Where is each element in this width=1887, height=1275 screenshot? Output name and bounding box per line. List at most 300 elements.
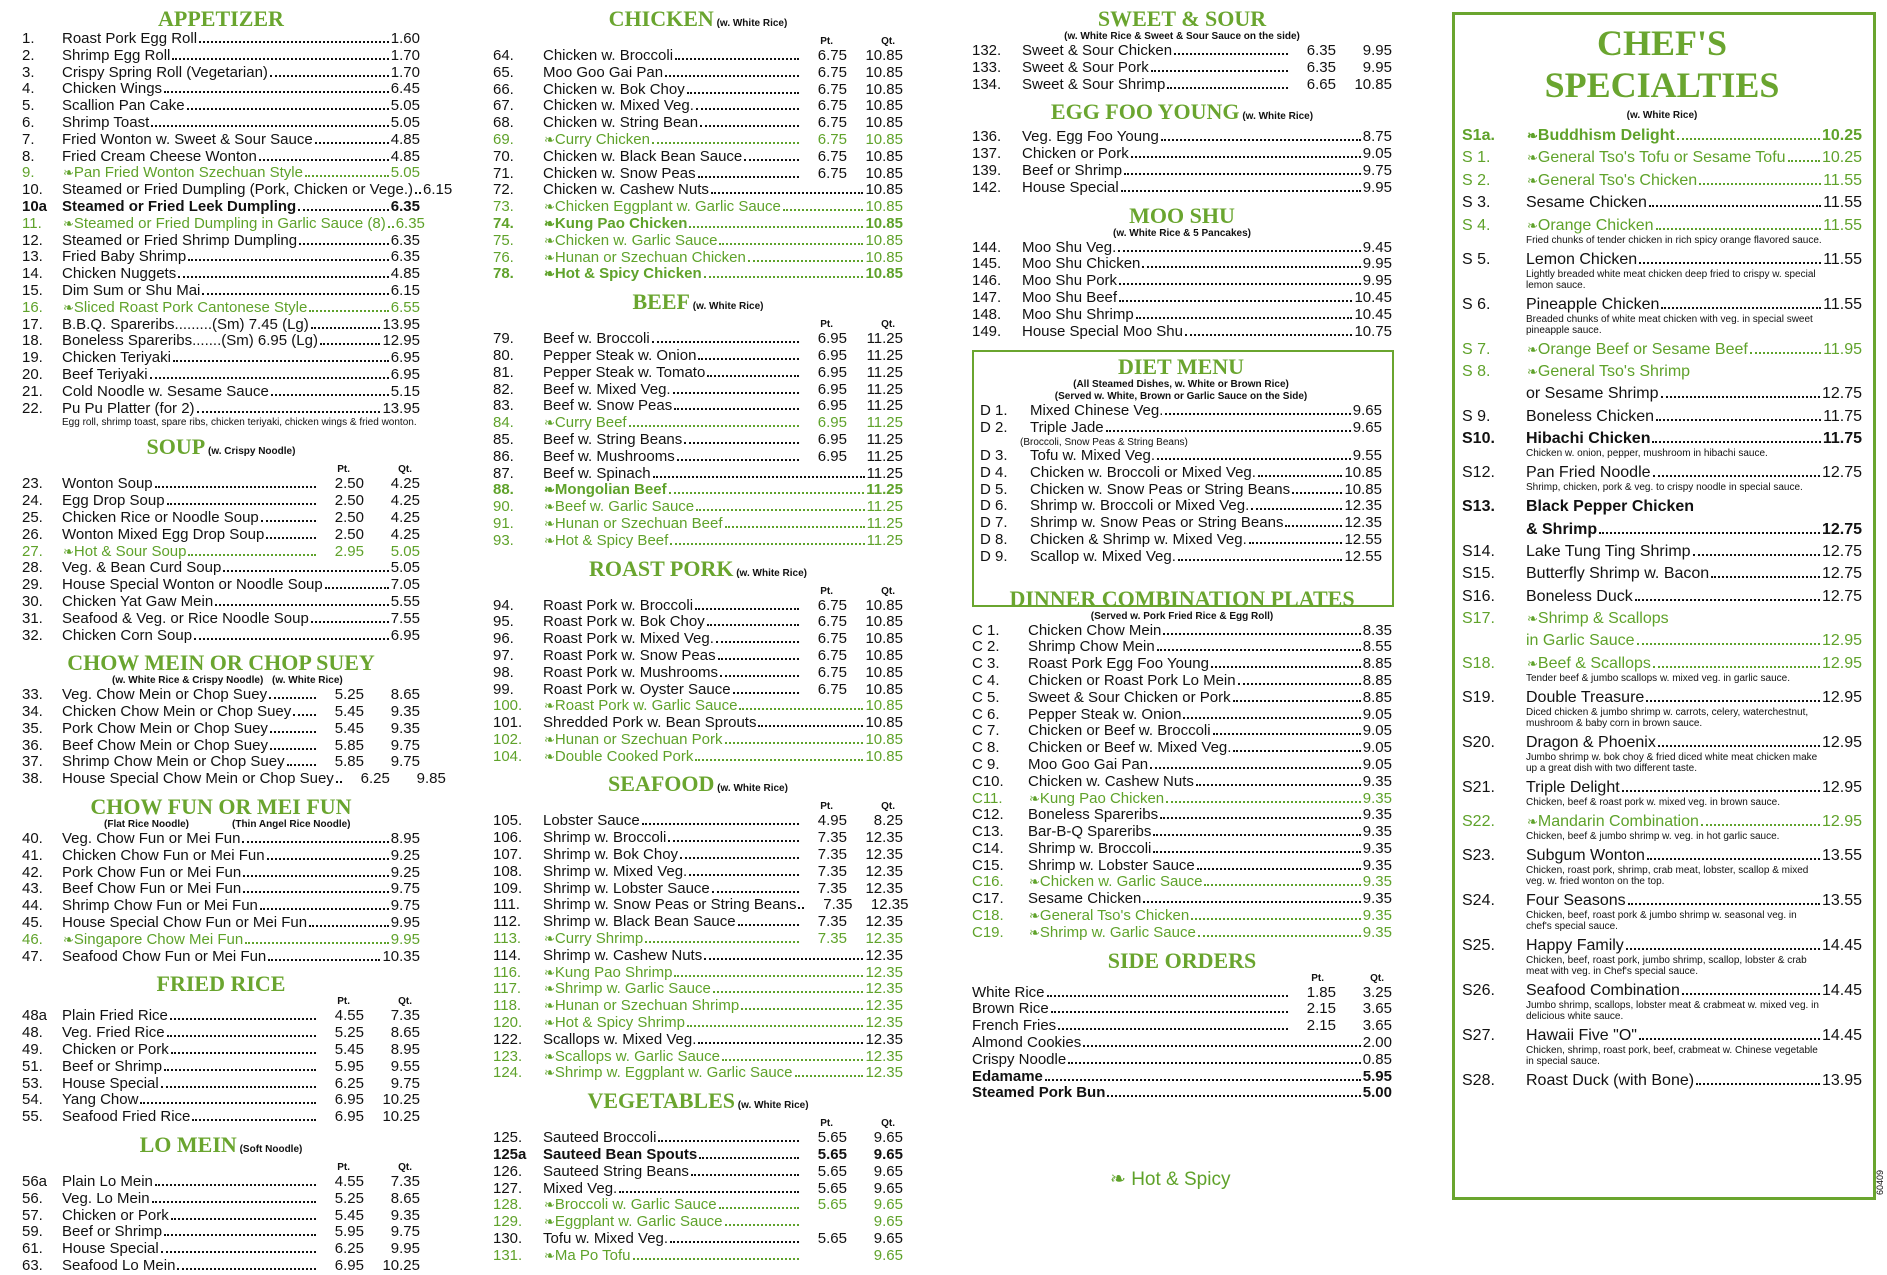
item-price: 9.35: [1362, 839, 1392, 857]
leader-dots: [700, 115, 799, 127]
chili-pepper-icon: ❧: [544, 482, 555, 498]
item-name: House Special: [62, 1074, 159, 1092]
leader-dots: [293, 704, 316, 716]
chili-pepper-icon: ❧: [544, 131, 555, 147]
item-name: Ma Po Tofu: [554, 1246, 631, 1264]
appetizer-item: [22, 300, 420, 317]
leader-dots: [1047, 985, 1288, 997]
item-name: Shrimp w. Bok Choy: [543, 846, 679, 864]
item-name: Triple Delight: [1526, 778, 1620, 796]
roastpork-item: [493, 631, 903, 648]
mooshu-item: [972, 324, 1392, 341]
item-number: S14.: [1462, 542, 1495, 560]
chicken-item: [493, 98, 903, 115]
item-price: 10.85: [865, 697, 903, 715]
item-price-quart: 9.35: [390, 703, 420, 721]
item-price: 12.75: [1821, 385, 1862, 403]
mooshu-title: MOO SHU: [1129, 202, 1235, 228]
item-name: Roast Pork w. Oyster Sauce: [543, 680, 731, 698]
item-number: 43.: [22, 880, 43, 898]
item-name: Sweet & Sour Chicken: [1022, 42, 1173, 59]
item-number: 129.: [493, 1213, 523, 1231]
item-price: 12.75: [1821, 587, 1862, 605]
item-name: Cold Noodle w. Sesame Sauce: [62, 382, 269, 400]
item-number: 36.: [22, 736, 43, 754]
item-number: C18.: [972, 907, 1004, 925]
leader-dots: [633, 1248, 799, 1260]
soup-item: [22, 493, 420, 510]
leader-dots: [1661, 386, 1820, 398]
item-name: Veg. Lo Mein: [62, 1189, 150, 1207]
chili-pepper-icon: ❧: [1527, 128, 1538, 143]
leader-dots: [270, 721, 316, 733]
item-name: Sauteed Bean Spouts: [543, 1146, 698, 1164]
chef-item: [1462, 1026, 1862, 1045]
item-price-pint: 5.65: [817, 1146, 847, 1164]
item-number: 86.: [493, 447, 514, 465]
vegetables-column-headers: [493, 1118, 903, 1130]
item-name: Shrimp w. Snow Peas or String Beans: [543, 896, 797, 914]
leader-dots: [1682, 983, 1820, 995]
chef-subtitle: (w. White Rice): [1626, 110, 1698, 121]
chili-pepper-icon: ❧: [544, 964, 555, 980]
item-number: 13.: [22, 248, 43, 266]
menu-code: 60409: [1875, 1169, 1885, 1195]
item-price-pint: 7.35: [817, 913, 847, 931]
item-price-quart: 4.25: [390, 508, 420, 526]
item-price-pint: 5.65: [817, 1230, 847, 1248]
item-price: 12.75: [1821, 520, 1862, 538]
item-price-pint: 7.35: [817, 829, 847, 847]
chef-item: [1462, 631, 1862, 650]
item-number: S 5.: [1462, 250, 1491, 268]
item-number: 136.: [972, 128, 1002, 146]
leader-dots: [1196, 774, 1361, 786]
chili-pepper-icon: ❧: [63, 931, 74, 947]
chef-item: [1462, 891, 1862, 910]
chowfun-item: [22, 881, 420, 898]
leader-dots: [741, 998, 863, 1010]
appetizer-item: [22, 384, 420, 401]
item-price-pint: 5.25: [334, 1189, 364, 1207]
item-description: Chicken, beef, roast pork & jumbo shrimp w. seasonal veg. in chef's special sauce.: [1526, 909, 1797, 932]
item-name: Steamed or Fried Shrimp Dumpling: [62, 231, 298, 249]
chowmein-notes: [22, 675, 420, 687]
item-number: 118.: [493, 997, 522, 1015]
friedrice-item: [22, 1042, 420, 1059]
item-name: House Special Wonton or Noodle Soup: [62, 576, 323, 594]
item-number: D 7.: [980, 514, 1008, 532]
item-name: Steamed or Fried Leek Dumpling: [62, 197, 297, 215]
item-price-quart: 11.25: [866, 380, 903, 398]
item-price-pint: 2.50: [334, 475, 364, 493]
roastpork-column-headers: [493, 586, 903, 598]
appetizer-item: [22, 367, 420, 384]
sweetsour-item: [972, 43, 1392, 60]
dinner-item: [972, 639, 1392, 656]
item-price: 0.85: [1362, 1050, 1392, 1068]
item-price-quart: 9.65: [873, 1230, 903, 1248]
item-price: 5.15: [390, 382, 420, 400]
item-number: 93.: [493, 531, 514, 549]
leader-dots: [695, 749, 863, 761]
chili-pepper-icon: ❧: [1527, 611, 1538, 627]
item-number: 48.: [22, 1024, 43, 1042]
item-name: Hunan or Szechuan Pork: [554, 730, 723, 748]
item-name: Pepper Steak w. Onion: [1028, 705, 1182, 723]
chicken-subtitle: (w. White Rice): [713, 18, 788, 29]
item-name: Yang Chow: [62, 1091, 139, 1109]
item-name: Wonton Soup: [62, 475, 153, 493]
item-name: Veg. Chow Fun or Mei Fun: [62, 830, 241, 848]
appetizer-item: [22, 31, 420, 48]
item-number: 63.: [22, 1257, 43, 1275]
sweetsour-title: SWEET & SOUR: [1097, 6, 1267, 31]
item-price-quart: 11.25: [866, 414, 903, 432]
leader-dots: [194, 628, 389, 640]
pt-header: Pt.: [337, 464, 350, 476]
item-price-pint: 5.25: [334, 686, 364, 704]
leader-dots: [652, 331, 799, 343]
seafood-subtitle: (w. White Rice): [714, 783, 788, 795]
item-price-pint: 6.75: [817, 680, 847, 698]
leader-dots: [704, 266, 864, 278]
item-number: 78.: [493, 265, 514, 283]
appetizer-item: [22, 132, 420, 149]
triple-jade-note: (Broccoli, Snow Peas & String Beans): [1020, 436, 1188, 448]
item-name: Buddhism Delight: [1537, 127, 1675, 144]
leader-dots: [1153, 824, 1360, 836]
chili-pepper-icon: ❧: [1029, 924, 1040, 940]
item-price-quart: 10.85: [865, 596, 903, 614]
item-number: 46.: [22, 930, 43, 948]
eggfooyoung-title: EGG FOO YOUNG: [1050, 99, 1240, 125]
item-name: Shrimp w. Lobster Sauce: [543, 879, 710, 897]
pt-header: Pt.: [337, 996, 350, 1008]
item-name: Sesame Chicken: [1028, 890, 1142, 908]
chili-pepper-icon: ❧: [544, 249, 555, 265]
item-price-pint: 2.95: [334, 542, 364, 560]
item-number: S20.: [1462, 733, 1495, 751]
item-price-pint: 6.75: [817, 646, 847, 664]
item-number: 145.: [972, 255, 1002, 273]
roastpork-heading: [493, 556, 903, 586]
appetizer-heading: [22, 6, 420, 31]
item-price-quart: 10.85: [865, 80, 903, 98]
item-price-pint: 6.75: [817, 130, 847, 148]
chili-pepper-icon: ❧: [1110, 1169, 1126, 1190]
item-name: Hot & Spicy Shrimp: [554, 1014, 685, 1032]
leader-dots: [309, 300, 388, 312]
seafood-title: SEAFOOD: [608, 771, 715, 797]
item-name: Moo Shu Beef: [1022, 288, 1118, 306]
item-number: 104.: [493, 747, 523, 765]
chili-pepper-icon: ❧: [544, 1197, 555, 1213]
item-name: House Special: [1022, 178, 1119, 196]
item-name: Butterfly Shrimp w. Bacon: [1526, 565, 1710, 583]
item-number: 45.: [22, 914, 43, 932]
item-number: 30.: [22, 592, 43, 610]
item-price-quart: 11.25: [866, 330, 903, 348]
item-number: 49.: [22, 1041, 43, 1059]
soup-item: [22, 527, 420, 544]
item-price-quart: 11.25: [866, 363, 903, 381]
item-number: C 6.: [972, 705, 1000, 723]
appetizer-item: [22, 266, 420, 283]
item-name: Pork Chow Mein or Chop Suey: [62, 719, 268, 737]
item-price-pint: 6.75: [817, 164, 847, 182]
item-number: S23.: [1462, 846, 1495, 864]
leader-dots: [1652, 431, 1820, 443]
item-name: General Tso's Shrimp: [1537, 362, 1691, 380]
item-name: Chicken w. Mixed Veg.: [543, 97, 694, 115]
beef-item: [493, 415, 903, 432]
beef-item: [493, 533, 903, 550]
column-2: [493, 0, 909, 1265]
item-price-quart: 10.85: [865, 663, 903, 681]
leader-dots: [1083, 1035, 1361, 1047]
leader-dots: [1157, 639, 1361, 651]
item-price-quart: 9.35: [390, 719, 420, 737]
chef-item: [1462, 981, 1862, 1000]
item-number: 99.: [493, 680, 514, 698]
leader-dots: [1185, 324, 1353, 336]
item-name: Seafood Combination: [1526, 981, 1680, 999]
item-name: Chicken Eggplant w. Garlic Sauce: [554, 198, 781, 216]
item-price-quart: 9.95: [1362, 58, 1392, 76]
item-price: 9.35: [1362, 772, 1392, 790]
leader-dots: [388, 216, 394, 228]
item-name: Tofu w. Mixed Veg.: [543, 1230, 669, 1248]
leader-dots: [1233, 740, 1360, 752]
diet-menu-box: [972, 350, 1394, 607]
item-number: 4.: [22, 80, 35, 98]
item-number: 84.: [493, 414, 514, 432]
item-price-pint: 7.35: [823, 896, 853, 914]
pt-header: Pt.: [820, 319, 833, 331]
item-name: Mongolian Beef: [554, 481, 667, 499]
item-price: 10.85: [865, 265, 903, 283]
leader-dots: [1211, 656, 1361, 668]
chili-pepper-icon: ❧: [544, 1247, 555, 1263]
roastpork-item: [493, 732, 903, 749]
leader-dots: [619, 1181, 799, 1193]
item-price: 6.95: [390, 365, 420, 383]
item-price-pint: 6.95: [817, 397, 847, 415]
appetizer-item: [22, 214, 425, 233]
seafood-item: [493, 965, 903, 982]
qt-header: Qt.: [398, 996, 412, 1008]
beef-heading: [493, 289, 903, 319]
item-number: 134.: [972, 75, 1002, 93]
item-name: Orange Chicken: [1537, 216, 1654, 234]
item-number: 18.: [22, 332, 43, 350]
sweetsour-note: (w. White Rice & Sweet & Sour Sauce on the side): [1064, 31, 1300, 42]
leader-dots: [1696, 1073, 1820, 1085]
leader-dots: [719, 233, 863, 245]
item-number: C 9.: [972, 755, 1000, 773]
item-name: Beef w. Spinach: [543, 464, 651, 482]
pupu-platter-note: Egg roll, shrimp toast, spare ribs, chicken teriyaki, chicken wings & fried wonton.: [62, 417, 417, 429]
item-number: 10a: [22, 197, 48, 215]
leader-dots: [172, 48, 388, 60]
item-name: Dim Sum or Shu Mai: [62, 281, 201, 299]
item-name: Roast Pork w. Broccoli: [543, 596, 694, 614]
item-name: Scallion Pan Cake: [62, 97, 185, 115]
leader-dots: [698, 348, 799, 360]
item-name: Shrimp w. Broccoli: [1028, 839, 1152, 857]
item-price: 10.85: [865, 181, 903, 199]
beef-item: [493, 516, 903, 533]
chili-pepper-icon: ❧: [544, 998, 555, 1014]
item-number: 40.: [22, 830, 43, 848]
item-number: S21.: [1462, 778, 1495, 796]
item-name: B.B.Q. Spareribs.........(Sm) 7.45 (Lg): [62, 315, 309, 333]
item-name: Shrimp w. Broccoli or Mixed Veg.: [1030, 497, 1250, 515]
seafood-item: [493, 847, 903, 864]
item-name: Chicken or Beef w. Mixed Veg.: [1028, 739, 1232, 757]
item-price-quart: 7.35: [390, 1173, 420, 1191]
friedrice-item: [22, 1059, 420, 1076]
item-name: Moo Goo Gai Pan: [1028, 755, 1149, 773]
leader-dots: [1136, 307, 1353, 319]
item-number: 14.: [22, 265, 43, 283]
item-price-pint: 6.95: [334, 1091, 364, 1109]
item-name: Chicken Rice or Noodle Soup: [62, 508, 259, 526]
item-price: 7.55: [390, 609, 420, 627]
leader-dots: [1626, 938, 1820, 950]
leader-dots: [1677, 128, 1820, 140]
item-name: Boneless Duck: [1526, 587, 1633, 605]
item-name: Beef w. Mushrooms: [543, 447, 675, 465]
item-price: 11.75: [1822, 430, 1862, 448]
item-description: Jumbo shrimp w. bok choy & fried diced white meat chicken make up a great dish with two different taste.: [1526, 751, 1818, 774]
roastpork-item: [493, 598, 903, 615]
item-price: 10.25: [1821, 127, 1862, 144]
chicken-item: [493, 266, 903, 283]
chef-title-line-2: SPECIALTIES: [1544, 65, 1780, 105]
item-number: 107.: [493, 846, 523, 864]
item-name: Chicken w. Garlic Sauce: [1039, 873, 1203, 891]
item-price: 10.85: [1344, 480, 1382, 498]
chef-item: [1462, 654, 1862, 673]
qt-header: Qt.: [881, 585, 895, 597]
leader-dots: [725, 1214, 800, 1226]
item-name: Beef Chow Fun or Mei Fun: [62, 880, 242, 898]
leader-dots: [415, 182, 421, 194]
item-price: 9.05: [1362, 755, 1392, 773]
item-description: Tender beef & jumbo scallops w. mixed veg. in garlic sauce.: [1526, 672, 1791, 684]
eggfooyoung-subtitle: (w. White Rice): [1239, 111, 1314, 123]
chili-pepper-icon: ❧: [544, 731, 555, 747]
lomein-title: LO MEIN: [139, 1132, 237, 1158]
leader-dots: [1653, 656, 1820, 668]
beef-item: [493, 348, 903, 365]
eggfooyoung-heading: [972, 99, 1392, 129]
leader-dots: [669, 482, 865, 494]
item-number: S1a.: [1462, 127, 1495, 144]
chili-pepper-icon: ❧: [544, 515, 555, 531]
item-price-pint: 6.75: [817, 80, 847, 98]
item-name: Shrimp w. Snow Peas or String Beans: [1030, 514, 1284, 532]
item-name: Chicken & Shrimp w. Mixed Veg.: [1030, 530, 1247, 548]
item-number: C 1.: [972, 621, 1000, 639]
item-price-pint: 5.45: [334, 719, 364, 737]
item-price: 12.95: [1821, 632, 1862, 650]
dinner-item: [972, 824, 1392, 841]
item-price: 12.95: [1821, 812, 1862, 830]
item-name: Tofu w. Mixed Veg.: [1030, 446, 1156, 464]
item-price-quart: 9.55: [390, 1057, 420, 1075]
item-price: 6.55: [390, 298, 420, 316]
item-price: 9.05: [1362, 145, 1392, 163]
item-price-pint: 6.25: [334, 1074, 364, 1092]
pt-header: Pt.: [820, 801, 833, 813]
mooshu-item: [972, 307, 1392, 324]
dinner-item: [972, 807, 1392, 824]
item-price-quart: 7.35: [390, 1007, 420, 1025]
item-name: Black Pepper Chicken: [1526, 498, 1695, 516]
leader-dots: [167, 1025, 316, 1037]
leader-dots: [325, 577, 389, 589]
leader-dots: [269, 687, 316, 699]
item-number: 54.: [22, 1091, 43, 1109]
item-number: D 5.: [980, 480, 1008, 498]
item-number: C10.: [972, 772, 1004, 790]
leader-dots: [652, 132, 799, 144]
leader-dots: [1204, 874, 1360, 886]
dinner-item: [972, 841, 1392, 858]
chef-item: [1462, 497, 1862, 516]
appetizer-item: [22, 181, 453, 199]
item-price: 10.85: [865, 730, 903, 748]
chicken-item: [493, 82, 903, 99]
item-name: Pineapple Chicken: [1526, 295, 1660, 313]
item-name: House Special Chow Fun or Mei Fun: [62, 914, 308, 932]
hot-spicy-legend: [1110, 1168, 1230, 1191]
leader-dots: [243, 881, 389, 893]
item-number: 122.: [493, 1030, 523, 1048]
lomein-heading: [22, 1132, 420, 1162]
item-description: Breaded chunks of white meat chicken with veg. in special sweet pineapple sauce.: [1526, 313, 1813, 336]
eggfooyoung-item: [972, 180, 1392, 197]
item-price-pint: 5.95: [334, 1223, 364, 1241]
mooshu-heading: [972, 203, 1392, 228]
chowmein-item: [22, 721, 420, 738]
item-price-pint: 6.75: [817, 47, 847, 64]
item-number: 76.: [493, 248, 514, 266]
column-chef-specialties: [1462, 22, 1862, 1093]
item-number: 56.: [22, 1189, 43, 1207]
column-1: [22, 0, 453, 1275]
item-price: 10.35: [382, 947, 420, 965]
dinner-item: [972, 673, 1392, 690]
item-number: 98.: [493, 663, 514, 681]
item-number: 56a: [22, 1173, 48, 1191]
chowmein-item: [22, 738, 420, 755]
leader-dots: [1163, 623, 1360, 635]
eggfooyoung-item: [972, 146, 1392, 163]
item-price: 7.05: [390, 576, 420, 594]
item-number: 88.: [493, 481, 514, 499]
item-name: Roast Pork w. Mixed Veg.: [543, 630, 714, 648]
item-price-quart: 4.25: [390, 492, 420, 510]
item-number: D 2.: [980, 419, 1008, 437]
item-price: 13.55: [1821, 846, 1862, 864]
item-price-pint: 6.95: [817, 447, 847, 465]
leader-dots: [152, 1191, 316, 1203]
item-price: 12.35: [865, 1047, 903, 1065]
